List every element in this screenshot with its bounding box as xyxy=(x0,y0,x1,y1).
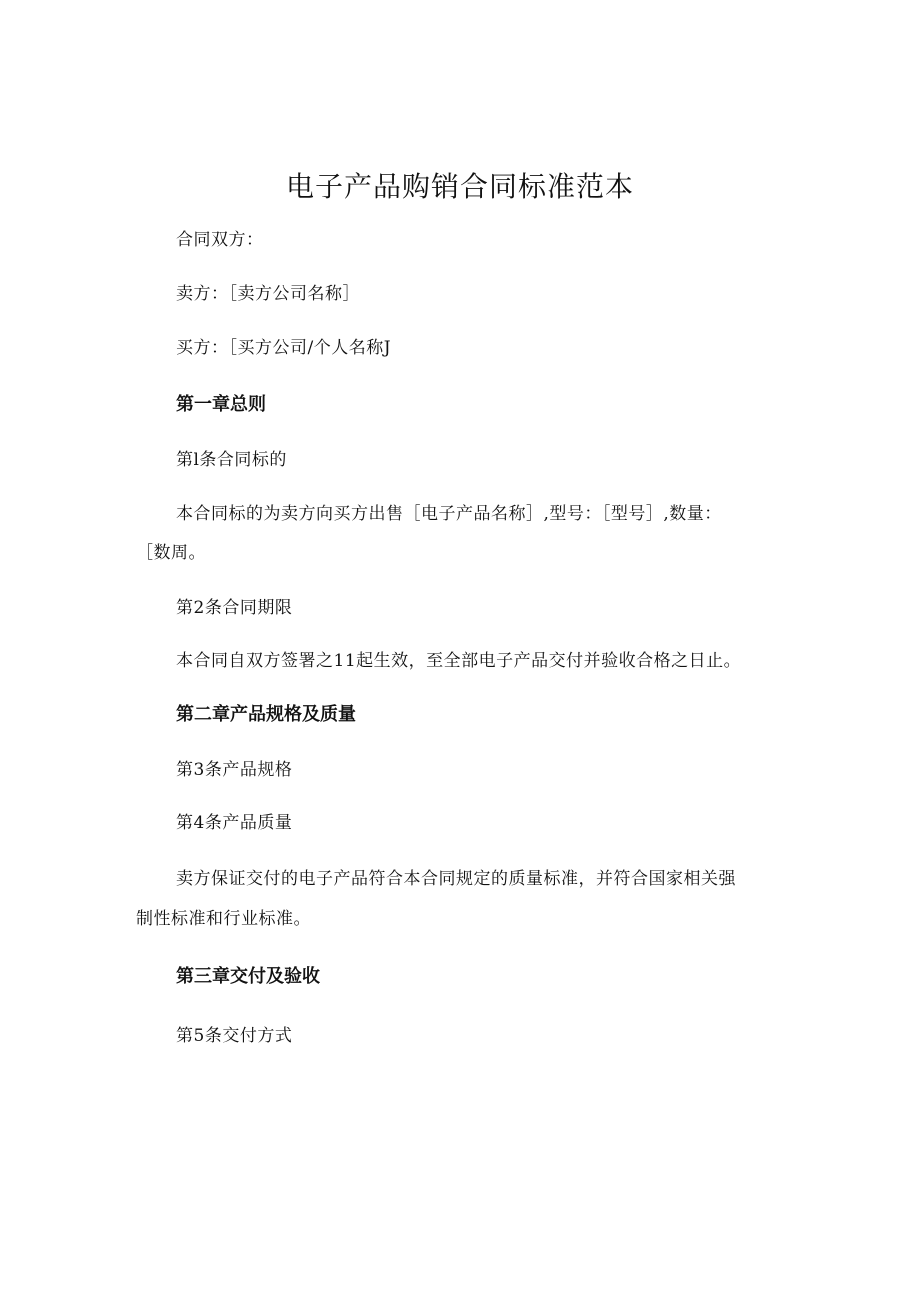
chapter3-heading: 第三章交付及验收 xyxy=(176,966,320,987)
article4-text-line1: 卖方保证交付的电子产品符合本合同规定的质量标准，并符合国家相关强 xyxy=(176,869,736,889)
article2-text: 本合同自双方签署之11起生效，至全部电子产品交付并验收合格之日止。 xyxy=(176,651,742,671)
article1-text-line2: ［数周。 xyxy=(136,543,206,563)
parties-label: 合同双方： xyxy=(176,230,264,250)
article4-title: 第4条产品质量 xyxy=(176,813,293,833)
article5-title: 第5条交付方式 xyxy=(176,1026,293,1046)
seller-line: 卖方：［卖方公司名称］ xyxy=(176,284,360,304)
article1-text-line1: 本合同标的为卖方向买方出售［电子产品名称］,型号：［型号］,数量： xyxy=(176,504,722,524)
chapter2-heading: 第二章产品规格及质量 xyxy=(176,704,356,725)
article2-title: 第2条合同期限 xyxy=(176,598,293,618)
buyer-line: 买方：［买方公司/个人名称J xyxy=(176,338,392,358)
article1-title: 第l条合同标的 xyxy=(176,450,287,470)
chapter1-heading: 第一章总则 xyxy=(176,394,266,415)
document-title: 电子产品购销合同标准范本 xyxy=(285,170,634,203)
article4-text-line2: 制性标准和行业标准。 xyxy=(136,909,311,929)
article3-title: 第3条产品规格 xyxy=(176,760,293,780)
